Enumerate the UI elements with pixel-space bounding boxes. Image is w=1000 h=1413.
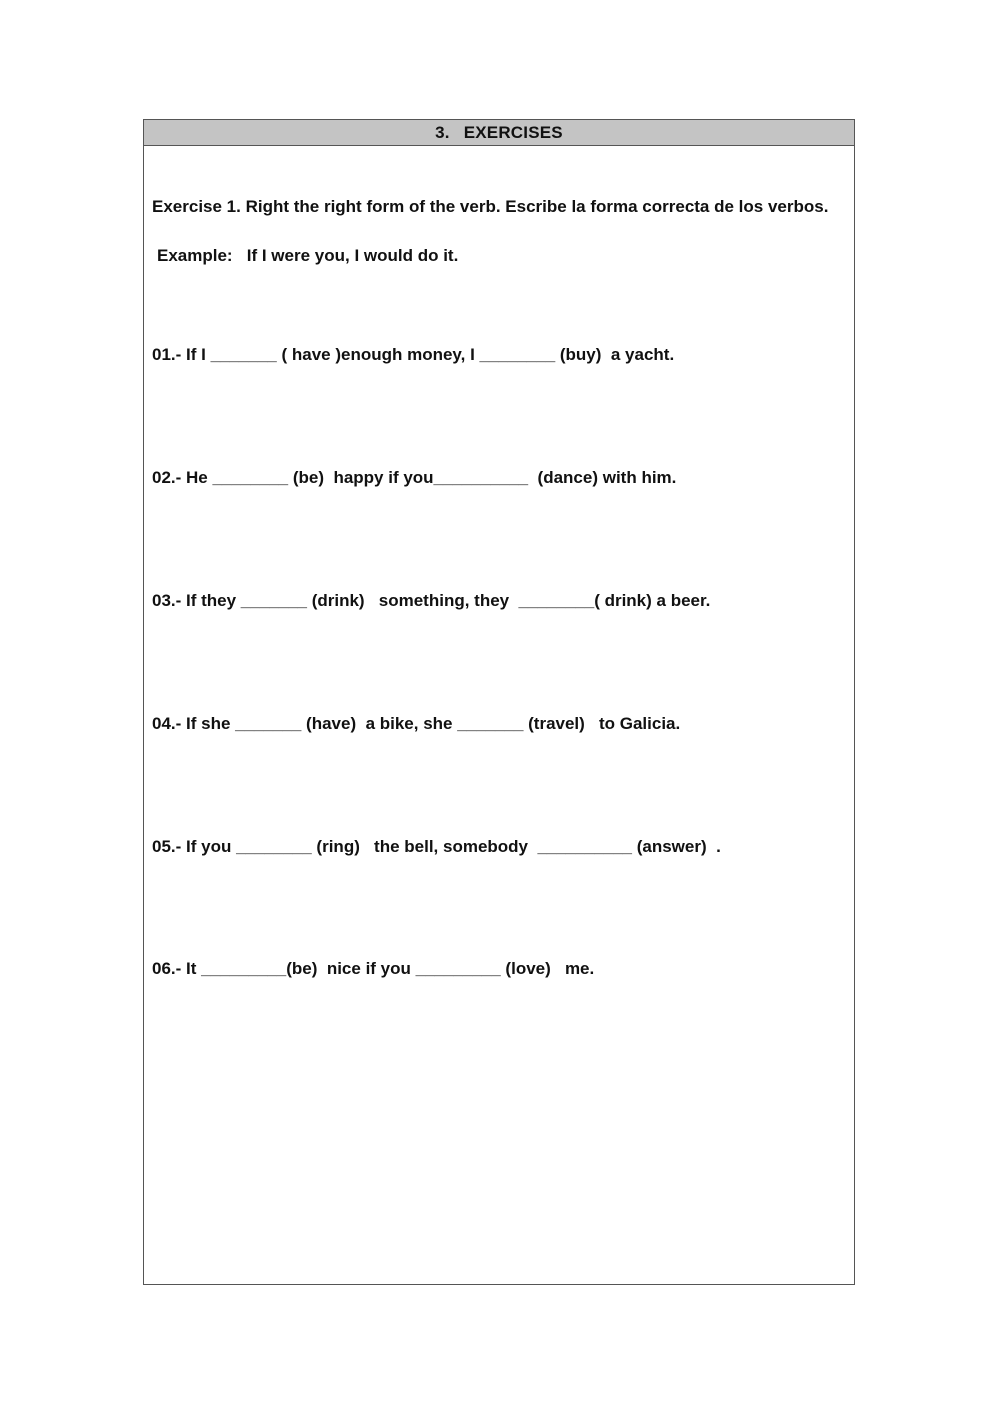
section-number: 3. [435, 123, 450, 142]
exercise-item-01: 01.- If I _______ ( have )enough money, I ________ (buy) a yacht. [152, 345, 675, 364]
exercise-item-04: 04.- If she _______ (have) a bike, she _______ (travel) to Galicia. [152, 714, 681, 733]
exercise-item-06: 06.- It _________(be) nice if you _________ (love) me. [152, 959, 595, 978]
exercise-instruction: Exercise 1. Right the right form of the verb. Escribe la forma correcta de los verbos. [152, 197, 829, 216]
exercise-item-05: 05.- If you ________ (ring) the bell, somebody __________ (answer) . [152, 837, 721, 856]
section-header [144, 120, 854, 146]
exercise-sheet [143, 119, 855, 1285]
exercise-example: Example: If I were you, I would do it. [157, 246, 459, 265]
section-title: EXERCISES [463, 123, 563, 142]
exercise-item-02: 02.- He ________ (be) happy if you__________ (dance) with him. [152, 468, 677, 487]
exercise-item-03: 03.- If they _______ (drink) something, they ________( drink) a beer. [152, 591, 711, 610]
